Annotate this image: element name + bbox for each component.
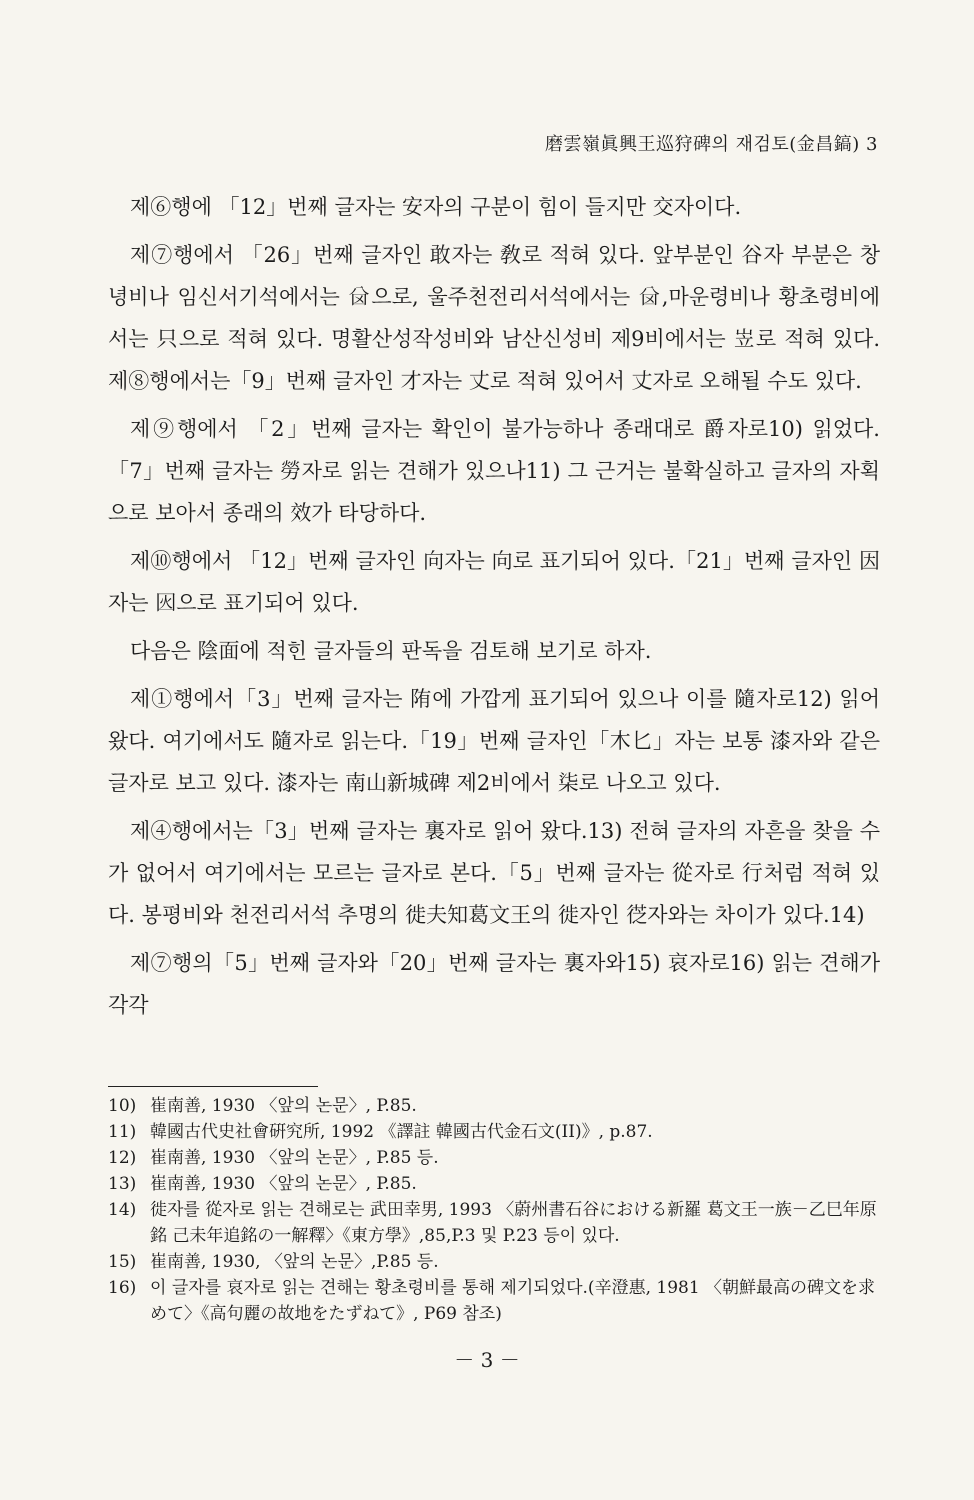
paragraph: 제⑨행에서 「2」번째 글자는 확인이 불가능하나 종래대로 爵자로10) 읽었다. 「7」번째 글자는 勞자로 읽는 견해가 있으나11) 그 근거는 불확실하고 글자의 자획으로 보아서 종래의 效가 타당하다. <box>108 417 880 525</box>
footnote <box>108 1275 880 1327</box>
paragraph: 제⑥행에 「12」번째 글자는 安자의 구분이 힘이 들지만 交자이다. <box>130 195 742 219</box>
paragraph: 제①행에서「3」번째 글자는 陏에 가깝게 표기되어 있으나 이를 隨자로12) 읽어왔다. 여기에서도 隨자로 읽는다.「19」번째 글자인「木匕」자는 보통 漆자와 같은 글자로 보고 있다. 漆자는 南山新城碑 제2비에서 柒로 나오고 있다. <box>108 687 880 795</box>
footnote-number: 16) <box>108 1278 137 1298</box>
footnote-number: 14) <box>108 1200 137 1220</box>
paragraph: 다음은 陰面에 적힌 글자들의 판독을 검토해 보기로 하자. <box>130 639 652 663</box>
footnote <box>108 1249 880 1275</box>
footnote <box>108 1093 880 1119</box>
footnote-text: 崔南善, 1930, 〈앞의 논문〉,P.85 등. <box>150 1252 439 1272</box>
footnotes <box>108 1086 880 1327</box>
page-number: － 3 － <box>454 1348 520 1372</box>
footnote <box>108 1197 880 1249</box>
footnote <box>108 1145 880 1171</box>
footnote-text: 이 글자를 哀자로 읽는 견해는 황초령비를 통해 제기되었다.(辛澄惠, 1981 〈朝鮮最高の碑文を求めて〉《高句麗の故地をたずねて》, P69 참조) <box>150 1278 876 1324</box>
footnote-text: 崔南善, 1930 〈앞의 논문〉, P.85. <box>150 1174 417 1194</box>
body-text <box>108 186 880 1032</box>
footnote-text: 韓國古代史社會硏究所, 1992 《譯註 韓國古代金石文(II)》, p.87. <box>150 1122 653 1142</box>
footnote-divider <box>108 1086 318 1087</box>
paragraph: 제④행에서는「3」번째 글자는 裏자로 읽어 왔다.13) 전혀 글자의 자흔을 찾을 수가 없어서 여기에서는 모르는 글자로 본다.「5」번째 글자는 從자로 行처럼 적혀 있다. 봉평비와 천전리서석 추명의 徙夫知葛文王의 徙자인 徔자와는 차이가 있다.14) <box>108 819 880 927</box>
footnote-text: 徙자를 從자로 읽는 견해로는 武田幸男, 1993 〈蔚州書石谷における新羅 葛文王一族－乙巳年原銘 己未年追銘の一解釋〉《東方學》,85,P.3 및 P.23 등이 있다. <box>150 1200 877 1246</box>
footnote <box>108 1119 880 1145</box>
footnote-number: 12) <box>108 1148 137 1168</box>
footnote-text: 崔南善, 1930 〈앞의 논문〉, P.85. <box>150 1096 417 1116</box>
paragraph: 제⑩행에서 「12」번째 글자인 向자는 向로 표기되어 있다.「21」번째 글자인 因자는 𡇂으로 표기되어 있다. <box>108 549 880 615</box>
paragraph: 제⑦행에서 「26」번째 글자인 敢자는 敎로 적혀 있다. 앞부분인 谷자 부분은 창녕비나 임신서기석에서는 𠔋으로, 울주천전리서석에서는 𠔋,마운령비나 황초령비에서는 只으로 적혀 있다. 명활산성작성비와 남산신성비 제9비에서는 岦로 적혀 있다. 제⑧행에서는「9」번째 글자인 才자는 丈로 적혀 있어서 丈자로 오해될 수도 있다. <box>108 243 880 393</box>
paragraph: 제⑦행의「5」번째 글자와「20」번째 글자는 裏자와15) 哀자로16) 읽는 견해가 각각 <box>108 951 880 1017</box>
footnote-number: 13) <box>108 1174 137 1194</box>
footnote-number: 10) <box>108 1096 137 1116</box>
running-head: 磨雲嶺眞興王巡狩碑의 재검토(金昌鎬) 3 <box>545 134 878 155</box>
footnote-number: 11) <box>108 1122 137 1142</box>
footnote <box>108 1171 880 1197</box>
footnote-number: 15) <box>108 1252 137 1272</box>
footnote-text: 崔南善, 1930 〈앞의 논문〉, P.85 등. <box>150 1148 439 1168</box>
